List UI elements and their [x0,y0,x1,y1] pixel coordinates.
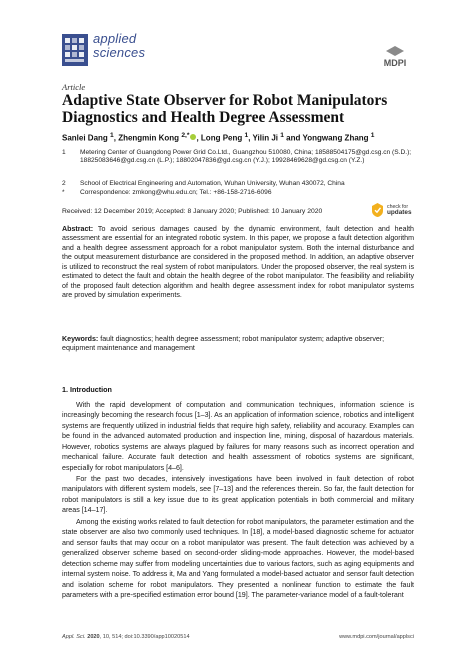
author-superscript: 1 [280,132,284,139]
affiliation-1 [62,149,422,166]
orcid-icon[interactable] [190,134,196,140]
author-list: Sanlei Dang $^1$, Zhengmin Kong $^{2,*}$ , Long Peng $^1$, Yilin Ji $^1$ and Yongwang Zhang $^1$ [62,132,375,143]
intro-paragraph-3: Among the existing works related to fault detection for robot manipulators, the parameter estimation and the state observer are also two commonly used techniques. In [18], a model-based diagnostic scheme for actuator and sensor faults that may occur on a robot manipulator was present. The fault detection was achieved by a generalized observer scheme based on second-order sliding-mode approaches. However, the model-based detection scheme may suffer from modeling uncertainties due to various factors, such as aging equipments and internal system noise. To address it, Ma and Yang formulated a model-based actuator and sensor fault detection and isolation scheme for robot manipulators. They presented a nonlinear function to estimate the fault parameters with a pre-specified estimation error bound [19]. The parameter-variance model of a fault-tolerant [62,518,414,600]
footer-citation-rest: , 10, 514; doi:10.3390/app10020514 [99,634,190,640]
author-superscript: 1 [244,132,249,139]
author-conjunction: and [286,133,301,143]
author-superscript: 2,* [181,132,190,139]
affiliation-mark: 2 [62,180,66,187]
keywords-label: Keywords: [62,335,99,343]
check-updates-line2: updates [387,209,412,216]
author-name: Sanlei Dang [62,133,108,143]
affiliation-mark: 1 [62,149,66,156]
intro-paragraph-2: For the past two decades, intensively investigations have been involved in fault detection of robot manipulators with different system models, see [7–13] and the references therein. So far, the fault detection for robot manipulators is still a key issue due to its great application potentials in both commercial and military areas [14–17]. [62,475,414,515]
abstract [62,225,414,301]
publication-dates: Received: 12 December 2019; Accepted: 8 January 2020; Published: 10 January 2020 [62,208,323,215]
abstract-label: Abstract: [62,225,94,233]
check-updates-line1: check for [387,204,409,210]
correspondence [62,189,422,197]
publisher-name: MDPI [383,58,407,68]
author-name: Zhengmin Kong [118,133,180,143]
footer-year: 2020 [87,634,100,640]
affiliation-mark: * [62,189,65,196]
intro-paragraph-1: With the rapid development of computation and communication techniques, information science is increasingly becoming the research focus [1–3]. As an application of information science, robotics and intelligent systems are frequently utilized in industrial fields that require high safety, reliability and accuracy. Examples can be found in the advanced automated production and inspection line, mining, disposal of hazardous materials. However, robotics systems are always plagued by failures for many reasons such as incorrect operation and mechanical failure. Accurate fault detection and health assessment of robotics systems are significant, especially for robot manipulators [4–6]. [62,401,414,472]
check-for-updates-badge[interactable] [371,201,423,221]
paper-title: Adaptive State Observer for Robot Manipulators Diagnostics and Health Degree Assessment [62,92,388,126]
footer-url[interactable]: www.mdpi.com/journal/applsci [339,634,414,640]
author-superscript: 1 [370,132,375,139]
journal-name [93,32,145,60]
keywords [62,335,414,354]
author-superscript: 1 [110,132,114,139]
footer-journal: Appl. Sci. [62,634,86,640]
author-name: Long Peng [200,133,243,143]
journal-name-line1: applied [93,31,137,46]
journal-name-line2: sciences [93,45,146,60]
mdpi-logo-icon [378,46,412,68]
journal-logo-icon [62,34,88,66]
check-updates-icon [371,202,384,218]
article-type: Article [62,82,86,92]
affiliation-text: Metering Center of Guangdong Power Grid Co.Ltd., Guangzhou 510080, China; 18588504175@gd.csg.cn (S.D.); 18825083646@gd.csg.cn (L.P.); 18802047836@gd.csg.cn (Y.J.); 19928469628@gd.csg.cn (Y.Z.) [80,149,412,165]
section-heading: 1. Introduction [62,385,112,394]
author-name: Yongwang Zhang [302,133,369,143]
affiliation-text: School of Electrical Engineering and Automation, Wuhan University, Wuhan 430072, China [80,180,345,187]
affiliation-text: Correspondence: zmkong@whu.edu.cn; Tel.: +86-158-2716-6096 [80,189,272,196]
footer-citation [62,634,190,640]
abstract-text: To avoid serious damages caused by the dynamic environment, fault detection and health assessment are essential for an integrated robotic system. In this paper, we propose a fault detection algorithm and a health degree assessment approach for a robot manipulator system. Both the internal disturbance and the output measurement disturbance are considered in the proposed method. In addition, an adaptive observer is utilized to reconstruct the real system of robot manipulators. Under the proposed observer, the real system is estimated to detect the fault and obtain the health degree of the robot manipulator. The feasibility and reliability of the proposed fault detection algorithm and health degree assessment index for robot manipulator systems are proved by simulation experiments. [62,225,415,300]
affiliation-2 [62,180,422,188]
author-name: Yilin Ji [252,133,278,143]
keywords-text: fault diagnostics; health degree assessment; robot manipulator system; adaptive observer; equipment maintenance and management [62,335,385,353]
